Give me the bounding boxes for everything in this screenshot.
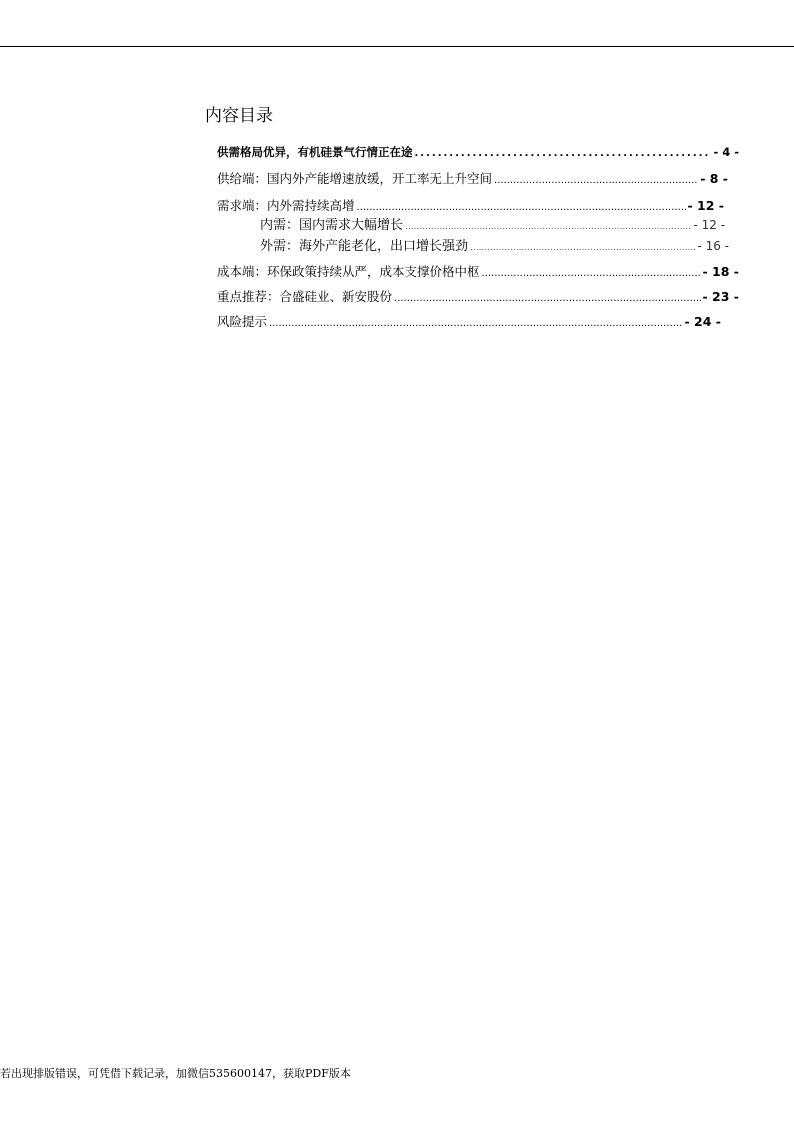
toc-entry[interactable] — [217, 288, 739, 306]
toc-entry-label: 成本端：环保政策持续从严，成本支撑价格中枢 — [217, 264, 480, 279]
toc-leader-dots — [494, 172, 698, 190]
toc-leader-dots — [394, 290, 701, 308]
toc-entry-page: - 23 - — [702, 289, 739, 304]
toc-entry-label: 供需格局优异，有机硅景气行情正在途 — [217, 145, 413, 159]
toc-entry[interactable] — [217, 263, 739, 281]
toc-leader-dots — [470, 239, 695, 257]
toc-entry-label: 风险提示 — [217, 314, 268, 329]
toc-leader-dots — [415, 145, 712, 163]
toc-entry-page: - 12 - — [687, 198, 724, 213]
toc-entry-page: - 8 - — [700, 171, 728, 186]
toc-leader-dots — [357, 199, 686, 217]
toc-entry[interactable] — [217, 170, 728, 188]
toc-entry-sub[interactable] — [260, 237, 729, 255]
toc-leader-dots — [482, 265, 701, 283]
toc-leader-dots — [269, 315, 683, 333]
toc-entry-sub[interactable] — [260, 216, 725, 234]
toc-entry-label: 内需：国内需求大幅增长 — [260, 218, 404, 233]
toc-entry-page: - 16 - — [697, 239, 729, 253]
toc-entry[interactable] — [217, 197, 724, 215]
toc-entry-page: - 4 - — [713, 145, 739, 159]
toc-entry[interactable] — [217, 313, 721, 331]
toc-entry-label: 重点推荐：合盛硅业、新安股份 — [217, 289, 393, 304]
toc-entry-page: - 18 - — [702, 264, 739, 279]
toc-entry-label: 供给端：国内外产能增速放缓，开工率无上升空间 — [217, 171, 493, 186]
toc-list — [0, 0, 794, 400]
toc-entry[interactable] — [217, 143, 739, 161]
toc-entry-page: - 12 - — [693, 218, 725, 232]
toc-entry-label: 需求端：内外需持续高增 — [217, 198, 355, 213]
footer-note: 若出现排版错误，可凭借下载记录，加微信535600147，获取PDF版本 — [0, 1067, 351, 1080]
toc-leader-dots — [405, 218, 691, 236]
toc-entry-label: 外需：海外产能老化，出口增长强劲 — [260, 239, 469, 254]
toc-title: 内容目录 — [205, 106, 273, 126]
toc-entry-page: - 24 - — [684, 314, 721, 329]
